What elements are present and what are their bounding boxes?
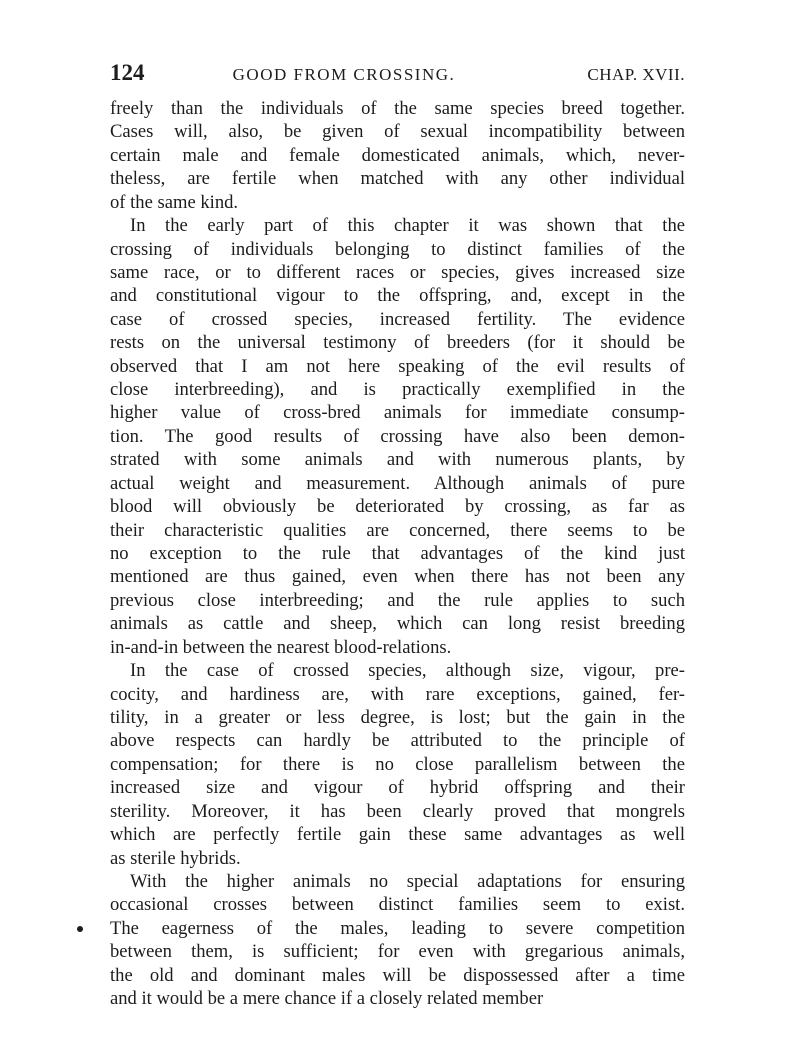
text-line: above respects can hardly be attributed to the principle of [110, 730, 685, 752]
text-line: of the same kind. [110, 191, 239, 213]
text-line: theless, are fertile when matched with any other individual [110, 168, 685, 190]
text-line: occasional crosses between distinct families seem to exist. [110, 894, 685, 916]
text-line: and it would be a mere chance if a closely related member [110, 988, 544, 1010]
text-line: With the higher animals no special adaptations for ensuring [130, 870, 685, 892]
text-line: strated with some animals and with numerous plants, by [110, 449, 685, 471]
text-line: in-and-in between the nearest blood-relations. [110, 636, 452, 658]
text-line: crossing of individuals belonging to distinct families of the [110, 238, 685, 260]
running-title: GOOD FROM CROSSING. [232, 65, 456, 84]
text-line: observed that I am not here speaking of the evil results of [110, 355, 685, 377]
text-line: higher value of cross-bred animals for immediate consump- [110, 402, 685, 424]
text-line: which are perfectly fertile gain these same advantages as well [110, 824, 685, 846]
page-number: 124 [110, 60, 145, 85]
page-header [110, 60, 685, 86]
text-line: actual weight and measurement. Although animals of pure [110, 472, 685, 494]
text-line: previous close interbreeding; and the rule applies to such [110, 589, 685, 611]
paragraph [110, 97, 685, 214]
text-line: tion. The good results of crossing have also been demon- [110, 425, 685, 447]
text-line: Cases will, also, be given of sexual incompatibility between [110, 121, 685, 143]
text-line: certain male and female domesticated animals, which, never- [110, 144, 685, 166]
text-line: same race, or to different races or species, gives increased size [110, 261, 685, 283]
text-line: no exception to the rule that advantages of the kind just [110, 543, 685, 565]
text-line: The eagerness of the males, leading to severe competition [110, 917, 685, 939]
text-line: tility, in a greater or less degree, is lost; but the gain in the [110, 706, 685, 728]
text-line: close interbreeding), and is practically exemplified in the [110, 379, 685, 401]
text-line: between them, is sufficient; for even with gregarious animals, [110, 941, 685, 963]
text-line: mentioned are thus gained, even when there has not been any [110, 566, 685, 588]
text-line: the old and dominant males will be dispossessed after a time [110, 964, 685, 986]
text-line: In the case of crossed species, although size, vigour, pre- [130, 660, 685, 682]
margin-mark [77, 926, 83, 932]
text-line: sterility. Moreover, it has been clearly proved that mongrels [110, 800, 685, 822]
chapter-label: CHAP. XVII. [587, 65, 685, 84]
text-line: In the early part of this chapter it was shown that the [130, 215, 685, 237]
text-line: animals as cattle and sheep, which can long resist breeding [110, 613, 685, 635]
text-line: freely than the individuals of the same species breed together. [110, 98, 685, 119]
text-line: case of crossed species, increased fertility. The evidence [110, 308, 685, 330]
text-line: rests on the universal testimony of breeders (for it should be [110, 332, 685, 354]
paragraph [110, 659, 685, 870]
paragraph [110, 214, 685, 659]
text-line: cocity, and hardiness are, with rare exceptions, gained, fer- [110, 683, 685, 705]
body-text [110, 97, 685, 1010]
text-line: compensation; for there is no close parallelism between the [110, 753, 685, 775]
paragraph [110, 870, 685, 1011]
text-line: increased size and vigour of hybrid offspring and their [110, 777, 685, 799]
text-line: their characteristic qualities are concerned, there seems to be [110, 519, 685, 541]
text-line: as sterile hybrids. [110, 847, 241, 869]
text-line: and constitutional vigour to the offspring, and, except in the [110, 285, 685, 307]
text-line: blood will obviously be deteriorated by crossing, as far as [110, 496, 685, 518]
